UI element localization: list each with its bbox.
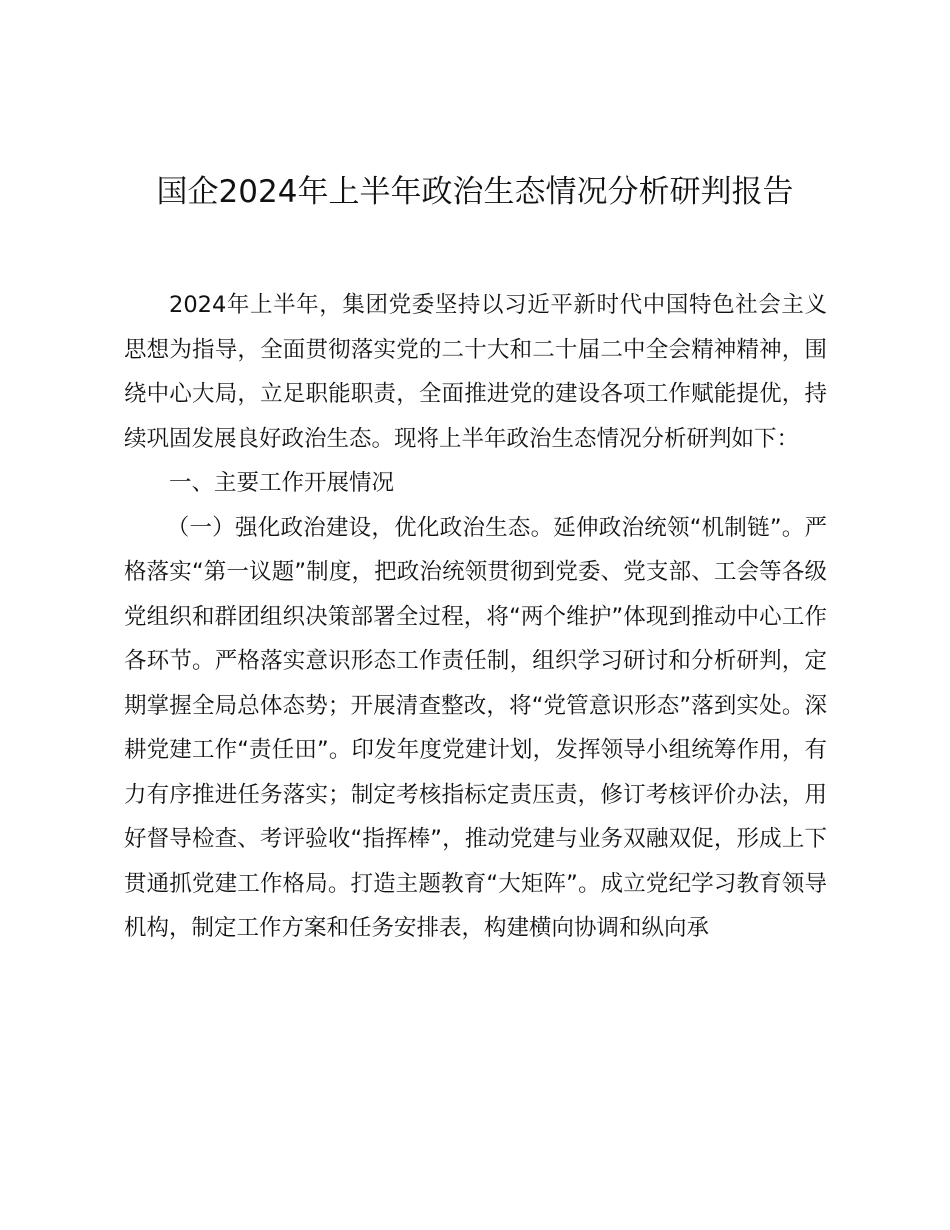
- section-paragraph: （一）强化政治建设，优化政治生态。延伸政治统领“机制链”。严格落实“第一议题”制度，把政治统领贯彻到党委、党支部、工会等各级党组织和群团组织决策部署全过程，将“两个维护”体现到推动中心工作各环节。严格落实意识形态工作责任制，组织学习研讨和分析研判，定期掌握全局总体态势；开展清查整改，将“党管意识形态”落到实处。深耕党建工作“责任田”。印发年度党建计划，发挥领导小组统筹作用，有力有序推进任务落实；制定考核指标定责压责，修订考核评价办法，用好督导检查、考评验收“指挥棒”，推动党建与业务双融双促，形成上下贯通抓党建工作格局。打造主题教育“大矩阵”。成立党纪学习教育领导机构，制定工作方案和任务安排表，构建横向协调和纵向承: [124, 514, 827, 941]
- section-heading: 一、主要工作开展情况: [169, 470, 395, 496]
- document-title: 国企2024年上半年政治生态情况分析研判报告: [156, 174, 794, 210]
- intro-paragraph: 2024年上半年，集团党委坚持以习近平新时代中国特色社会主义思想为指导，全面贯彻落实党的二十大和二十届二中全会精神精神，围绕中心大局，立足职能职责，全面推进党的建设各项工作赋能提优，持续巩固发展良好政治生态。现将上半年政治生态情况分析研判如下：: [124, 292, 827, 452]
- document-body: [124, 283, 827, 951]
